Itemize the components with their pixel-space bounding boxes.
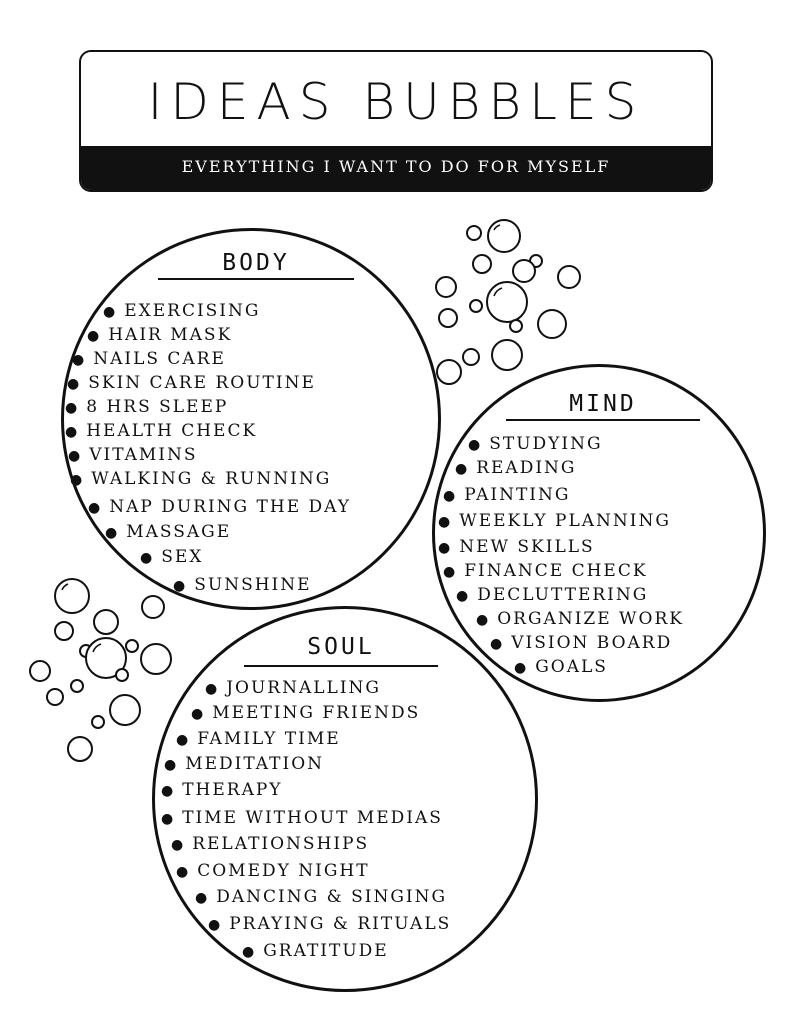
- bullet-dot-icon: ●: [161, 811, 176, 827]
- soap-bubble-icon: [488, 220, 520, 252]
- soap-bubble-icon: [473, 255, 491, 273]
- mind-item: ● DECLUTTERING: [456, 585, 649, 605]
- bullet-dot-icon: ●: [443, 564, 458, 580]
- soul-item: ● MEDITATION: [164, 754, 325, 774]
- soap-bubble-icon: [510, 320, 522, 332]
- bullet-dot-icon: ●: [176, 864, 191, 880]
- mind-item: ● READING: [455, 458, 577, 478]
- bullet-dot-icon: ●: [438, 514, 453, 530]
- soap-bubble-icon: [437, 360, 461, 384]
- bullet-dot-icon: ●: [140, 550, 155, 566]
- bullet-dot-icon: ●: [70, 472, 85, 488]
- body-item: ● SUNSHINE: [173, 575, 312, 595]
- page-title: IDEAS BUBBLES: [147, 73, 645, 131]
- bullet-dot-icon: ●: [72, 352, 87, 368]
- bullet-dot-icon: ●: [105, 525, 120, 541]
- soap-bubble-icon: [126, 640, 138, 652]
- bullet-dot-icon: ●: [171, 837, 186, 853]
- soul-item: ● GRATITUDE: [242, 941, 389, 961]
- mind-item: ● WEEKLY PLANNING: [438, 511, 671, 531]
- body-heading-rule: [158, 278, 354, 280]
- bullet-dot-icon: ●: [103, 304, 118, 320]
- soul-item: ● JOURNALLING: [205, 678, 381, 698]
- body-item: ● 8 HRS SLEEP: [65, 397, 229, 417]
- soul-item: ● FAMILY TIME: [176, 729, 341, 749]
- soul-heading-rule: [244, 665, 438, 667]
- bullet-dot-icon: ●: [514, 660, 529, 676]
- bullet-dot-icon: ●: [176, 732, 191, 748]
- soap-bubble-icon: [55, 579, 89, 613]
- bullet-dot-icon: ●: [65, 400, 80, 416]
- bullet-dot-icon: ●: [161, 783, 176, 799]
- bullet-dot-icon: ●: [242, 944, 257, 960]
- bullet-dot-icon: ●: [476, 612, 491, 628]
- soap-bubble-icon: [142, 596, 164, 618]
- body-item: ● NAP DURING THE DAY: [88, 497, 351, 517]
- mind-item: ● PAINTING: [443, 485, 571, 505]
- bubble-cluster-top-right: [436, 220, 580, 384]
- body-circle: [61, 228, 441, 610]
- soap-bubble-icon: [487, 282, 527, 322]
- bullet-dot-icon: ●: [65, 424, 80, 440]
- soap-bubble-icon: [141, 644, 171, 674]
- body-item: ● NAILS CARE: [72, 349, 226, 369]
- bullet-dot-icon: ●: [191, 706, 206, 722]
- soul-item: ● RELATIONSHIPS: [171, 834, 370, 854]
- bullet-dot-icon: ●: [490, 636, 505, 652]
- soul-item: ● COMEDY NIGHT: [176, 861, 370, 881]
- bullet-dot-icon: ●: [208, 917, 223, 933]
- soap-bubble-icon: [55, 622, 73, 640]
- bubble-cluster-left: [30, 579, 171, 761]
- soap-bubble-icon: [538, 310, 566, 338]
- mind-item: ● FINANCE CHECK: [443, 561, 648, 581]
- body-item: ● SEX: [140, 547, 204, 567]
- body-item: ● HEALTH CHECK: [65, 421, 258, 441]
- soul-item: ● PRAYING & RITUALS: [208, 914, 452, 934]
- soap-bubble-icon: [467, 226, 481, 240]
- body-item: ● MASSAGE: [105, 522, 232, 542]
- soap-bubble-icon: [116, 669, 128, 681]
- body-heading: BODY: [222, 250, 290, 276]
- mind-heading-rule: [506, 419, 700, 421]
- body-item: ● SKIN CARE ROUTINE: [67, 373, 316, 393]
- soap-bubble-icon: [30, 661, 50, 681]
- soap-bubble-icon: [558, 266, 580, 288]
- bullet-dot-icon: ●: [67, 376, 82, 392]
- soap-bubble-icon: [92, 716, 104, 728]
- bullet-dot-icon: ●: [173, 578, 188, 594]
- soul-item: ● DANCING & SINGING: [195, 887, 448, 907]
- soul-item: ● MEETING FRIENDS: [191, 703, 421, 723]
- body-item: ● VITAMINS: [68, 445, 198, 465]
- bullet-dot-icon: ●: [88, 500, 103, 516]
- page-subtitle: EVERYTHING I WANT TO DO FOR MYSELF: [181, 157, 611, 176]
- mind-item: ● VISION BOARD: [490, 633, 673, 653]
- bullet-dot-icon: ●: [455, 461, 470, 477]
- soap-bubble-icon: [110, 695, 140, 725]
- body-item: ● WALKING & RUNNING: [70, 469, 332, 489]
- body-item: ● EXERCISING: [103, 301, 261, 321]
- mind-item: ● ORGANIZE WORK: [476, 609, 684, 629]
- bullet-dot-icon: ●: [68, 448, 83, 464]
- soap-bubble-icon: [439, 309, 457, 327]
- soap-bubble-icon: [492, 340, 522, 370]
- soap-bubble-icon: [68, 737, 92, 761]
- mind-item: ● GOALS: [514, 657, 608, 677]
- bullet-dot-icon: ●: [468, 437, 483, 453]
- soap-bubble-icon: [470, 300, 482, 312]
- bullet-dot-icon: ●: [87, 328, 102, 344]
- bullet-dot-icon: ●: [438, 540, 453, 556]
- soap-bubble-icon: [436, 277, 456, 297]
- mind-heading: MIND: [569, 391, 637, 417]
- soul-item: ● THERAPY: [161, 780, 283, 800]
- bullet-dot-icon: ●: [443, 488, 458, 504]
- soap-bubble-icon: [513, 260, 535, 282]
- bullet-dot-icon: ●: [456, 588, 471, 604]
- mind-item: ● STUDYING: [468, 434, 603, 454]
- body-item: ● HAIR MASK: [87, 325, 233, 345]
- soap-bubble-icon: [71, 680, 83, 692]
- soap-bubble-icon: [47, 689, 63, 705]
- bullet-dot-icon: ●: [205, 681, 220, 697]
- mind-item: ● NEW SKILLS: [438, 537, 595, 557]
- soap-bubble-icon: [463, 349, 479, 365]
- bullet-dot-icon: ●: [195, 890, 210, 906]
- soul-item: ● TIME WITHOUT MEDIAS: [161, 808, 443, 828]
- bullet-dot-icon: ●: [164, 757, 179, 773]
- soul-heading: SOUL: [307, 634, 375, 660]
- soap-bubble-icon: [94, 610, 118, 634]
